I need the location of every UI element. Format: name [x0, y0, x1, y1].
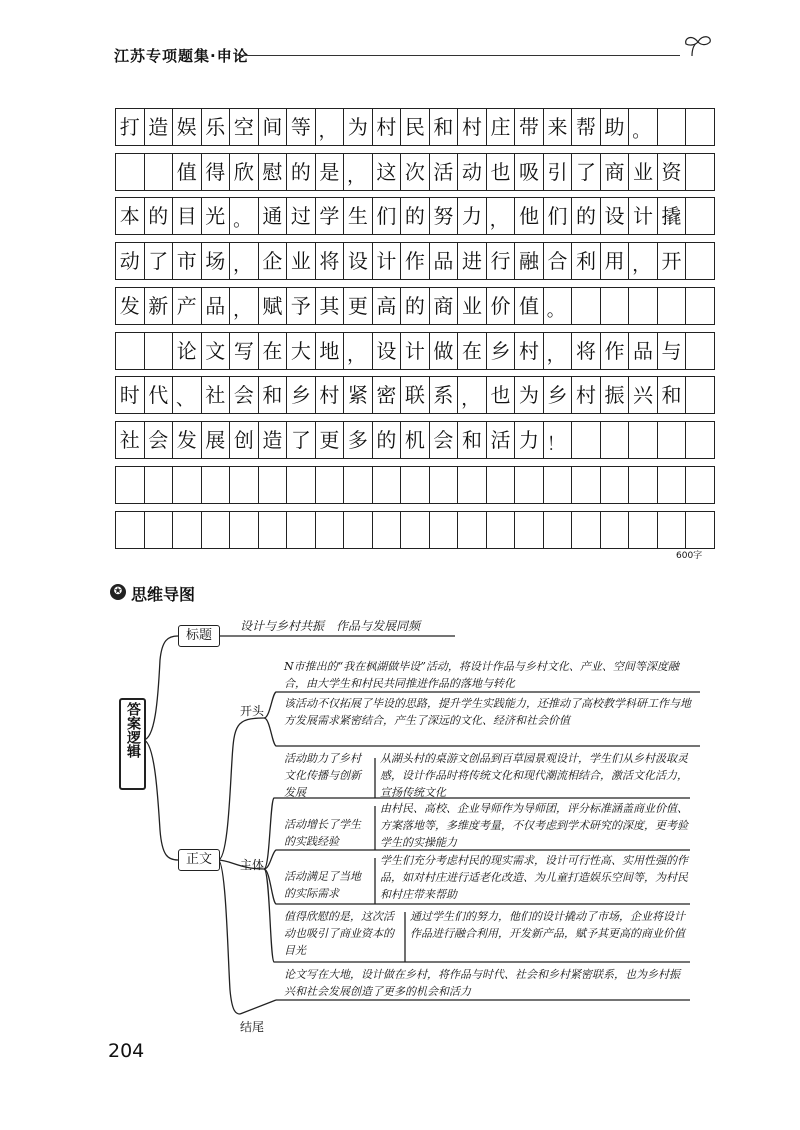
grid-cell: 文	[201, 332, 231, 370]
grid-cell: 了	[286, 421, 316, 459]
grid-cell: 的	[286, 153, 316, 191]
grid-cell: 设	[343, 242, 373, 280]
grid-cell: 其	[315, 287, 345, 325]
grid-cell: 了	[144, 242, 174, 280]
grid-cell: ，	[229, 287, 259, 325]
grid-cell: 学	[315, 197, 345, 235]
grid-cell: 的	[400, 197, 430, 235]
grid-cell: 造	[258, 421, 288, 459]
star-badge-icon: ✪	[110, 584, 126, 600]
grid-cell: 努	[429, 197, 459, 235]
grid-cell: 们	[372, 197, 402, 235]
grid-cell: 兴	[628, 376, 658, 414]
grid-cell: 动	[115, 242, 145, 280]
grid-cell: 更	[343, 287, 373, 325]
grid-cell: 合	[543, 242, 573, 280]
grid-cell: 和	[429, 108, 459, 146]
grid-cell: 产	[172, 287, 202, 325]
grid-cell: 商	[429, 287, 459, 325]
grid-cell: 作	[600, 332, 630, 370]
grid-cell: 通	[258, 197, 288, 235]
grid-cell: 开	[657, 242, 687, 280]
grid-cell: 的	[571, 197, 601, 235]
grid-cell: 庄	[486, 108, 516, 146]
body-branch-box: 正文	[178, 849, 220, 871]
grid-cell: 商	[600, 153, 630, 191]
grid-cell: 。	[229, 197, 259, 235]
main-point-2: 活动增长了学生的实践经验	[284, 818, 361, 848]
grid-cell: 光	[201, 197, 231, 235]
grid-cell: 村	[457, 108, 487, 146]
grid-cell: 将	[315, 242, 345, 280]
grid-cell: 帮	[571, 108, 601, 146]
word-count-label: 600字	[676, 551, 703, 561]
grid-cell: 活	[486, 421, 516, 459]
grid-cell: 更	[315, 421, 345, 459]
grid-cell: 造	[144, 108, 174, 146]
grid-cell: 的	[144, 197, 174, 235]
grid-cell: 村	[514, 332, 544, 370]
grid-cell: 社	[115, 421, 145, 459]
grid-cell: 系	[429, 376, 459, 414]
grid-cell: 们	[543, 197, 573, 235]
grid-cell: ，	[628, 242, 658, 280]
grid-cell: 民	[400, 108, 430, 146]
grid-cell: 活	[429, 153, 459, 191]
grid-cell: 村	[315, 376, 345, 414]
grid-cell: 目	[172, 197, 202, 235]
grid-cell: 业	[628, 153, 658, 191]
grid-cell: 了	[571, 153, 601, 191]
grid-cell: 欣	[229, 153, 259, 191]
grid-cell: 撬	[657, 197, 687, 235]
grid-cell: 计	[628, 197, 658, 235]
main-label: 主体	[240, 858, 265, 872]
grid-cell: 展	[201, 421, 231, 459]
grid-cell: 机	[400, 421, 430, 459]
grid-cell: 进	[457, 242, 487, 280]
page-number: 204	[108, 1040, 145, 1062]
grid-cell: 地	[315, 332, 345, 370]
grid-cell: ，	[486, 197, 516, 235]
root-label: 答案逻辑	[125, 702, 141, 758]
grid-cell: 值	[172, 153, 202, 191]
grid-cell: 品	[628, 332, 658, 370]
grid-cell: 将	[571, 332, 601, 370]
grid-cell: 本	[115, 197, 145, 235]
main-detail-1: 从湖头村的桌游文创品到百草园景观设计，学生们从乡村汲取灵感，设计作品时将传统文化和现代潮流相结合，激活文化活力，宣扬传统文化	[380, 752, 688, 799]
grid-cell: 价	[486, 287, 516, 325]
grid-cell: 乡	[486, 332, 516, 370]
grid-cell: 也	[486, 153, 516, 191]
grid-cell: 是	[315, 153, 345, 191]
grid-cell: 资	[657, 153, 687, 191]
grid-cell: 时	[115, 376, 145, 414]
main-detail-2: 由村民、高校、企业导师作为导师团，评分标准涵盖商业价值、方案落地等，多维度考量，不仅考虑到学术研究的深度，更考验学生的实操能力	[380, 802, 688, 849]
grid-cell: 品	[201, 287, 231, 325]
ending-label: 结尾	[240, 1020, 265, 1034]
grid-cell: 这	[372, 153, 402, 191]
grid-cell: 力	[457, 197, 487, 235]
grid-cell: 用	[600, 242, 630, 280]
grid-cell: 的	[372, 421, 402, 459]
grid-cell: 他	[514, 197, 544, 235]
grid-cell: 慰	[258, 153, 288, 191]
grid-cell: 为	[343, 108, 373, 146]
grid-cell: 动	[457, 153, 487, 191]
grid-cell: ，	[229, 242, 259, 280]
grid-cell: 乐	[201, 108, 231, 146]
grid-cell: 助	[600, 108, 630, 146]
grid-cell: 过	[286, 197, 316, 235]
grid-cell: 设	[372, 332, 402, 370]
title-branch-box: 标题	[178, 625, 220, 647]
grid-cell: 。	[543, 287, 573, 325]
grid-cell: 和	[457, 421, 487, 459]
grid-cell: ，	[457, 376, 487, 414]
grid-cell: 予	[286, 287, 316, 325]
grid-cell: 生	[343, 197, 373, 235]
grid-cell: 计	[372, 242, 402, 280]
grid-cell: 会	[429, 421, 459, 459]
grid-cell: 引	[543, 153, 573, 191]
grid-cell: 作	[400, 242, 430, 280]
grid-cell: 大	[286, 332, 316, 370]
grid-cell: 行	[486, 242, 516, 280]
main-detail-3: 学生们充分考虑村民的现实需求，设计可行性高、实用性强的作品，如对村庄进行适老化改造、为儿童打造娱乐空间等，为村民和村庄带来帮助	[380, 854, 688, 901]
opening-label: 开头	[240, 704, 265, 718]
grid-cell: 企	[258, 242, 288, 280]
grid-cell: 高	[372, 287, 402, 325]
grid-cell: 社	[201, 376, 231, 414]
grid-cell: 次	[400, 153, 430, 191]
grid-cell: 为	[514, 376, 544, 414]
grid-cell: 场	[201, 242, 231, 280]
grid-cell: 的	[400, 287, 430, 325]
grid-cell: 发	[115, 287, 145, 325]
grid-cell: 也	[486, 376, 516, 414]
grid-cell: 紧	[343, 376, 373, 414]
grid-cell: 打	[115, 108, 145, 146]
grid-cell: 利	[571, 242, 601, 280]
grid-cell: 发	[172, 421, 202, 459]
grid-cell: ，	[315, 108, 345, 146]
main-point-4: 值得欣慰的是，这次活动也吸引了商业资本的目光	[284, 910, 394, 957]
grid-cell: 代	[144, 376, 174, 414]
grid-cell: 计	[400, 332, 430, 370]
grid-cell: ，	[343, 332, 373, 370]
grid-cell: 值	[514, 287, 544, 325]
grid-cell: 得	[201, 153, 231, 191]
grid-cell: 融	[514, 242, 544, 280]
grid-cell: 乡	[286, 376, 316, 414]
grid-cell: 村	[372, 108, 402, 146]
grid-cell: 等	[286, 108, 316, 146]
grid-cell: 在	[457, 332, 487, 370]
grid-cell: 市	[172, 242, 202, 280]
grid-cell: 吸	[514, 153, 544, 191]
grid-cell: 业	[457, 287, 487, 325]
grid-cell: 力	[514, 421, 544, 459]
grid-cell: 娱	[172, 108, 202, 146]
grid-cell: 业	[286, 242, 316, 280]
grid-cell: 论	[172, 332, 202, 370]
grid-cell: 带	[514, 108, 544, 146]
grid-cell: 密	[372, 376, 402, 414]
ending-content: 论文写在大地，设计做在乡村，将作品与时代、社会和乡村紧密联系，也为乡村振兴和社会发展创造了更多的机会和活力	[284, 968, 680, 998]
opening-item-1: N市推出的“我在枫湖做毕设”活动，将设计作品与乡村文化、产业、空间等深度融合，由大学生和村民共同推进作品的落地与转化	[284, 660, 679, 690]
grid-cell: 。	[628, 108, 658, 146]
main-detail-4: 通过学生们的努力，他们的设计撬动了市场，企业将设计作品进行融合利用，开发新产品，赋予其更高的商业价值	[410, 910, 685, 940]
opening-item-2: 该活动不仅拓展了毕设的思路，提升学生实践能力，还推动了高校教学科研工作与地方发展需求紧密结合，产生了深远的文化、经济和社会价值	[284, 697, 691, 727]
grid-cell: ，	[543, 332, 573, 370]
main-point-1: 活动助力了乡村文化传播与创新发展	[284, 752, 361, 799]
grid-cell: 来	[543, 108, 573, 146]
grid-cell: 联	[400, 376, 430, 414]
grid-cell: 在	[258, 332, 288, 370]
grid-cell: 和	[258, 376, 288, 414]
grid-cell: 间	[258, 108, 288, 146]
grid-cell: 设	[600, 197, 630, 235]
grid-cell: 创	[229, 421, 259, 459]
grid-cell: 多	[343, 421, 373, 459]
grid-cell: 、	[172, 376, 202, 414]
grid-cell: 振	[600, 376, 630, 414]
grid-cell: 写	[229, 332, 259, 370]
grid-cell: 赋	[258, 287, 288, 325]
title-content: 设计与乡村共振 作品与发展同频	[240, 619, 421, 633]
grid-cell: 新	[144, 287, 174, 325]
grid-cell: 乡	[543, 376, 573, 414]
mind-map-root	[119, 698, 146, 790]
grid-cell: 做	[429, 332, 459, 370]
grid-cell: 会	[144, 421, 174, 459]
mind-map-heading: 思维导图	[131, 585, 196, 604]
grid-cell: ！	[543, 421, 573, 459]
grid-cell: 和	[657, 376, 687, 414]
grid-cell: ，	[343, 153, 373, 191]
main-point-3: 活动满足了当地的实际需求	[284, 870, 361, 900]
running-header-title: 江苏专项题集·申论	[114, 47, 249, 65]
grid-cell: 村	[571, 376, 601, 414]
grid-cell: 空	[229, 108, 259, 146]
grid-cell: 与	[657, 332, 687, 370]
grid-cell: 品	[429, 242, 459, 280]
grid-cell: 会	[229, 376, 259, 414]
